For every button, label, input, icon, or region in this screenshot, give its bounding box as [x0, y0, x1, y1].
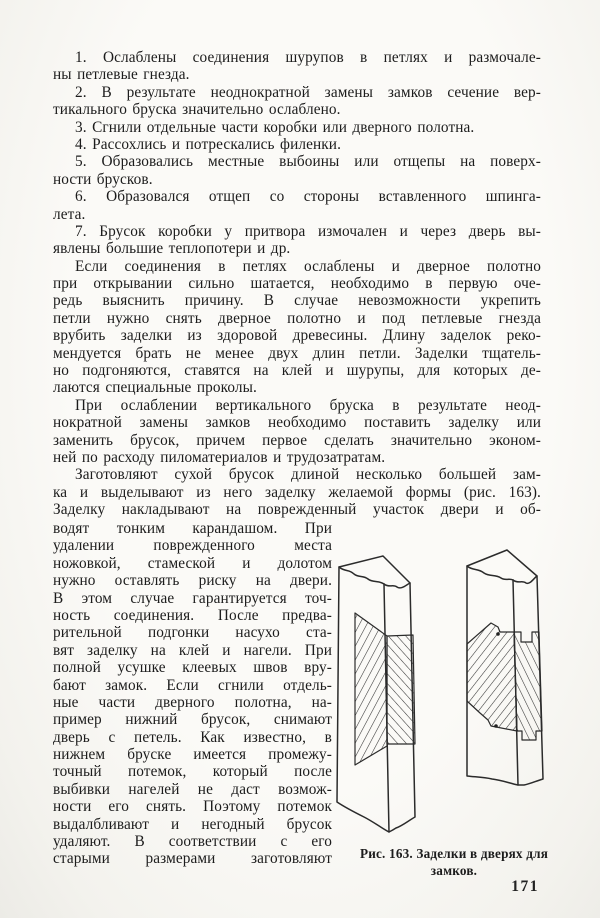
dowel-dot [494, 724, 498, 728]
text-line: бают замок. Если сгнили отдель- [53, 676, 332, 694]
text-line: мендуется брать не менее двух длин петли. Заделки тщатель- [53, 344, 541, 362]
paragraph-block [53, 49, 541, 519]
text-line: ны петлевые гнезда. [53, 66, 190, 84]
text-line: петли нужно снять дверное полотно и под петлевые гнезда [53, 309, 541, 327]
text-line: тикального бруска значительно ослаблено. [53, 101, 341, 119]
text-line: ности брусков. [53, 170, 153, 188]
text-line: нижнем бруске имеется промежу- [53, 746, 332, 764]
text-line: выдалбливают и негодный брусок [53, 815, 332, 833]
text-line: водят тонким карандашом. При [53, 520, 332, 537]
text-line: нужно оставлять риску на двери. [53, 572, 332, 590]
text-line: ней по расходу пиломатериалов и трудозатратам. [53, 448, 386, 466]
text-line: заменить брусок, причем первое сделать значительно эконом- [53, 431, 541, 449]
text-line: 5. Образовались местные выбоины или отщепы на поверх- [75, 153, 541, 171]
text-line: лаются специальные проколы. [53, 379, 257, 397]
text-line: явлены большие теплопотери и др. [53, 240, 291, 258]
text-line: дверь с петель. Как известно, в [53, 728, 332, 746]
text-line: выбивки нагелей не даст возмож- [53, 780, 332, 798]
text-line: ножовкой, стамеской и долотом [53, 554, 332, 572]
text-line: Заделку накладывают на поврежденный участок двери и об- [53, 501, 541, 519]
text-line: врубить заделки из здоровой древесины. Длину заделок реко- [53, 327, 541, 345]
text-line: пример нижний брусок, снимают [53, 711, 332, 729]
text-line: при открывании сильно шатается, необходимо в первую оче- [53, 275, 541, 293]
text-line: лета. [53, 205, 86, 223]
text-line: 2. В результате неоднократной замены замков сечение вер- [75, 83, 541, 101]
figure-caption-line: Рис. 163. Заделки в дверях для [359, 846, 549, 861]
text-line: нократной замены замков необходимо поставить заделку или [53, 414, 541, 432]
text-line: но подгоняются, ставятся на клей и шурупы, для которых де- [53, 362, 541, 380]
figure-illustration [334, 547, 549, 839]
text-line: рительной подгонки насухо ста- [53, 624, 332, 642]
text-line: вят заделку на клей и нагели. При [53, 641, 332, 659]
text-line: 4. Рассохлись и потрескались филенки. [75, 135, 342, 153]
text-line: ка и выделывают из него заделку желаемой формы (рис. 163). [53, 483, 541, 501]
figure-caption-line: замков. [430, 862, 478, 878]
right-bar-drawing [467, 550, 543, 785]
figure-caption [330, 846, 578, 879]
left-bar-drawing [337, 556, 415, 832]
page-number: 171 [511, 878, 539, 895]
text-line: ности его снять. Поэтому потемок [53, 798, 332, 816]
left-column-block [53, 520, 332, 868]
text-line: редь выяснить причину. В случае невозможности укрепить [53, 292, 541, 310]
text-line: 3. Сгнили отдельные части коробки или дверного полотна. [75, 118, 475, 136]
text-line: 1. Ослаблены соединения шурупов в петлях и размочале- [75, 49, 541, 66]
text-line: ность соединения. После предва- [53, 606, 332, 624]
text-line: удаляют. В соответствии с его [53, 833, 332, 851]
text-line: 7. Брусок коробки у притвора измочален и через дверь вы- [75, 222, 541, 240]
text-line: полной усушке клеевых швов вру- [53, 659, 332, 677]
dowel-dot [496, 632, 500, 636]
text-line: Заготовляют сухой брусок длиной несколько большей зам- [75, 466, 541, 484]
text-line: ные части дверного полотна, на- [53, 693, 332, 711]
text-line: старыми размерами заготовляют [53, 850, 332, 868]
text-line: При ослаблении вертикального бруска в результате неод- [75, 396, 541, 414]
figure-area [330, 547, 582, 879]
text-line: удалении поврежденного места [53, 537, 332, 555]
text-line: В этом случае гарантируется точ- [53, 589, 332, 607]
text-line: 6. Образовался отщеп со стороны вставленного шпинга- [75, 188, 541, 206]
text-line: Если соединения в петлях ослаблены и дверное полотно [75, 257, 541, 275]
text-line: точный потемок, который после [53, 763, 332, 781]
